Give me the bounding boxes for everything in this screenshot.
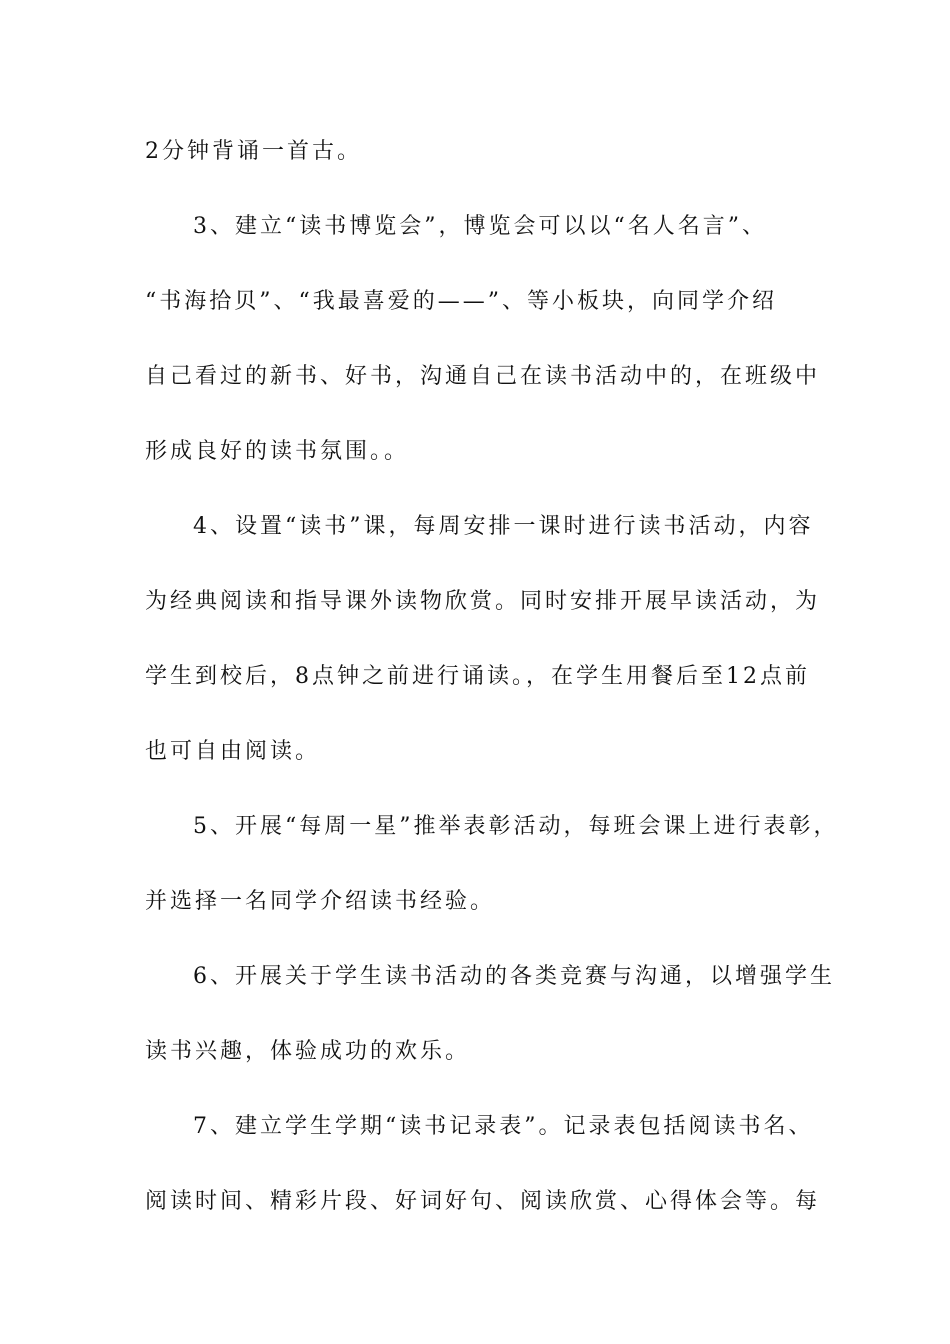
item-4-line-4: 也可自由阅读。 (145, 739, 321, 764)
item-3-line-3: 自己看过的新书、好书，沟通自己在读书活动中的，在班级中 (145, 364, 821, 389)
text-line-1: 2分钟背诵一首古。 (145, 139, 362, 164)
item-6-line-2: 读书兴趣，体验成功的欢乐。 (145, 1039, 471, 1064)
item-4-line-2: 为经典阅读和指导课外读物欣赏。同时安排开展早读活动，为 (145, 589, 821, 614)
item-7-line-1: 7、建立学生学期“读书记录表”。记录表包括阅读书名、 (193, 1114, 814, 1139)
item-7-line-2: 阅读时间、精彩片段、好词好句、阅读欣赏、心得体会等。每 (145, 1189, 821, 1214)
item-4-line-1: 4、设置“读书”课，每周安排一课时进行读书活动，内容 (193, 514, 814, 539)
item-5-line-2: 并选择一名同学介绍读书经验。 (145, 889, 496, 914)
item-3-line-4: 形成良好的读书氛围。。 (145, 439, 410, 464)
item-3-line-2: “书海拾贝”、“我最喜爱的——”、等小板块，向同学介绍 (145, 289, 777, 314)
item-4-line-3: 学生到校后，8点钟之前进行诵读。，在学生用餐后至12点前 (145, 664, 810, 689)
item-5-line-1: 5、开展“每周一星”推举表彰活动，每班会课上进行表彰， (193, 814, 839, 839)
item-6-line-1: 6、开展关于学生读书活动的各类竞赛与沟通，以增强学生 (193, 964, 835, 989)
item-3-line-1: 3、建立“读书博览会”，博览会可以以“名人名言”、 (193, 214, 767, 239)
